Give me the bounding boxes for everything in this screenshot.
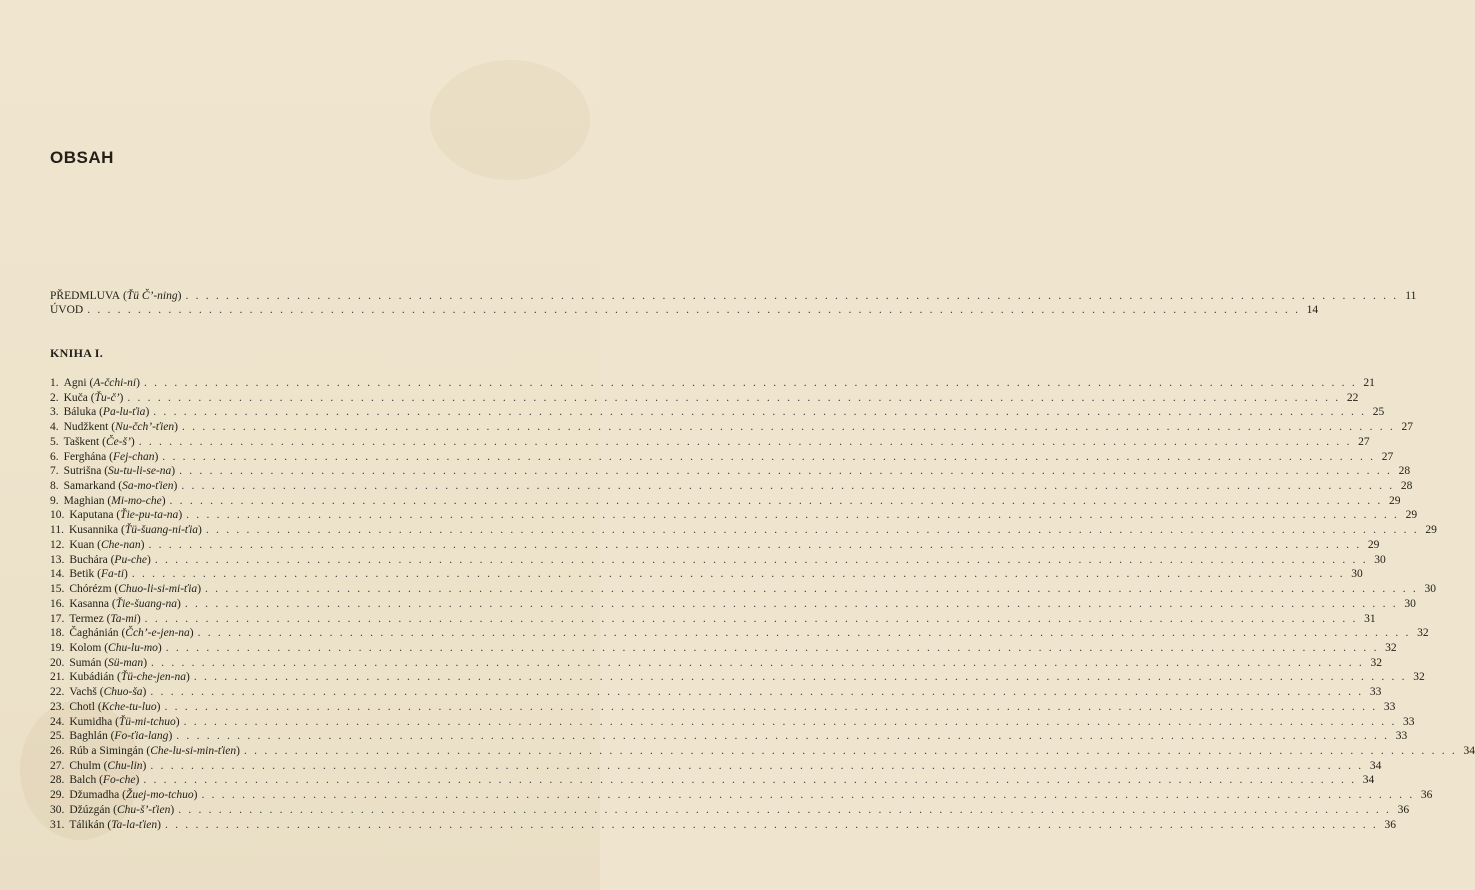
page-number: 28 [1400,480,1413,493]
entry-number: 15. [50,583,65,596]
entry-transcription: (Fa-ti) [94,568,128,581]
entry-transcription: (Ta-mi) [103,612,141,625]
entry-number: 6. [50,450,59,463]
entry-label: ÚVOD [50,304,84,316]
entry-transcription: (Nu-čch’-ťien) [108,421,179,434]
entry-number: 11. [50,524,64,537]
dot-leader: . . . . . . . . . . . . . . . . . . . . . . . . . . . . . . . . . . . . . . . . . . . . . . . . . . . . . . . . . . . . . . . . . . . . . . . . . . . . . . . . . . . . . . . . . . . . . . . . . . . . . . . . . . . . . . . . . . . . . . . . [138,435,1352,448]
entry-number: 26. [50,745,65,757]
dot-leader: . . . . . . . . . . . . . . . . . . . . . . . . . . . . . . . . . . . . . . . . . . . . . . . . . . . . . . . . . . . . . . . . . . . . . . . . . . . . . . . . . . . . . . . . . . . . . . . . . . . . . . . . . . . . . . . . . . . . . . . . [178,803,1392,816]
toc-front-entry[interactable] [50,303,1319,317]
page-number: 21 [1363,377,1375,389]
page-number: 30 [1404,597,1416,610]
toc-entry[interactable] [50,641,1397,656]
page-title: OBSAH [50,148,114,167]
toc-entry[interactable] [50,685,1382,700]
entry-transcription: (Če-š’) [99,435,135,448]
entry-transcription: (Chuo-ša) [96,686,147,699]
entry-transcription: (Ťu-č’) [87,391,124,404]
entry-transcription: (Ťü-šuang-ni-ťia) [118,524,202,537]
entry-transcription: (Ťie-šuang-na) [108,597,181,610]
entry-name: Kaputana [69,509,114,522]
entry-name: Kasanna [69,597,109,610]
toc-entry[interactable] [50,405,1385,420]
page-number: 32 [1370,656,1382,669]
toc-entry[interactable] [50,773,1375,788]
page-number: 34 [1362,774,1375,787]
toc-entry[interactable] [50,744,1475,759]
entry-number: 20. [50,656,65,669]
entry-name: Samarkand [63,480,116,493]
entry-number: 8. [50,480,59,493]
dot-leader: . . . . . . . . . . . . . . . . . . . . . . . . . . . . . . . . . . . . . . . . . . . . . . . . . . . . . . . . . . . . . . . . . . . . . . . . . . . . . . . . . . . . . . . . . . . . . . . . . . . . . . . . . . . . . . . . . . . . . . . . [182,421,1395,434]
entry-name: Buchára [69,553,108,566]
dot-leader: . . . . . . . . . . . . . . . . . . . . . . . . . . . . . . . . . . . . . . . . . . . . . . . . . . . . . . . . . . . . . . . . . . . . . . . . . . . . . . . . . . . . . . . . . . . . . . . . . . . . . . . . . . . . . . . . . . . . . . . . [148,538,1362,551]
toc-entry[interactable] [50,818,1396,833]
entry-name: Kuan [69,538,95,551]
dot-leader: . . . . . . . . . . . . . . . . . . . . . . . . . . . . . . . . . . . . . . . . . . . . . . . . . . . . . . . . . . . . . . . . . . . . . . . . . . . . . . . . . . . . . . . . . . . . . . . . . . . . . . . . . . . . . . . . . . . . . . . . [169,494,1383,507]
entry-name: Chulm [69,759,101,772]
dot-leader: . . . . . . . . . . . . . . . . . . . . . . . . . . . . . . . . . . . . . . . . . . . . . . . . . . . . . . . . . . . . . . . . . . . . . . . . . . . . . . . . . . . . . . . . . . . . . . . . . . . . . . . . . . . . . . . . . . . . . . . . [131,568,1345,581]
entry-number: 31. [50,818,65,831]
toc-entry[interactable] [50,582,1436,597]
entry-number: 9. [50,494,59,507]
entry-name: Vachš [69,686,97,699]
dot-leader: . . . . . . . . . . . . . . . . . . . . . . . . . . . . . . . . . . . . . . . . . . . . . . . . . . . . . . . . . . . . . . . . . . . . . . . . . . . . . . . . . . . . . . . . . . . . . . . . . . . . . . . . . . . . . . . . . . . . . . . . [165,818,1378,831]
entry-transcription: (Che-nan) [94,538,145,551]
page-number: 29 [1425,524,1437,537]
dot-leader: . . . . . . . . . . . . . . . . . . . . . . . . . . . . . . . . . . . . . . . . . . . . . . . . . . . . . . . . . . . . . . . . . . . . . . . . . . . . . . . . . . . . . . . . . . . . . . . . . . . . . . . . . . . . . . . . . . . . . . . . [197,627,1411,640]
toc-entry[interactable] [50,567,1363,582]
page-number: 34 [1463,745,1475,757]
entry-number: 30. [50,803,65,816]
dot-leader: . . . . . . . . . . . . . . . . . . . . . . . . . . . . . . . . . . . . . . . . . . . . . . . . . . . . . . . . . . . . . . . . . . . . . . . . . . . . . . . . . . . . . . . . . . . . . . . . . . . . . . . . . . . . . . . . . . . . . . . . [181,480,1395,493]
entry-number: 23. [50,700,65,713]
page-number: 11 [1405,290,1417,302]
dot-leader: . . . . . . . . . . . . . . . . . . . . . . . . . . . . . . . . . . . . . . . . . . . . . . . . . . . . . . . . . . . . . . . . . . . . . . . . . . . . . . . . . . . . . . . . . . . . . . . . . . . . . . . . . . . . . . . . . . . . . . . . [150,686,1364,699]
dot-leader: . . . . . . . . . . . . . . . . . . . . . . . . . . . . . . . . . . . . . . . . . . . . . . . . . . . . . . . . . . . . . . . . . . . . . . . . . . . . . . . . . . . . . . . . . . . . . . . . . . . . . . . . . . . . . . . . . . . . . . . . [244,745,1457,757]
page-number: 33 [1383,700,1396,713]
page-number: 30 [1424,583,1436,596]
entry-number: 7. [50,465,59,478]
entry-number: 28. [50,774,65,787]
dot-leader: . . . . . . . . . . . . . . . . . . . . . . . . . . . . . . . . . . . . . . . . . . . . . . . . . . . . . . . . . . . . . . . . . . . . . . . . . . . . . . . . . . . . . . . . . . . . . . . . . . . . . . . . . . . . . . . . . . . . . . . . [205,524,1419,537]
page-number: 25 [1372,406,1385,419]
page-number: 36 [1384,818,1396,831]
entry-number: 22. [50,686,65,699]
toc-entry[interactable] [50,803,1410,818]
dot-leader: . . . . . . . . . . . . . . . . . . . . . . . . . . . . . . . . . . . . . . . . . . . . . . . . . . . . . . . . . . . . . . . . . . . . . . . . . . . . . . . . . . . . . . . . . . . . . . . . . . . . . . . . . . . . . . . . . . . . . . . . [144,612,1358,625]
entry-transcription: (Čch’-e-jen-na) [118,627,194,640]
entry-transcription: (Kche-tu-luo) [94,700,161,713]
entry-transcription: (Pa-lu-ťia) [96,406,150,419]
toc-entry[interactable] [50,700,1396,715]
toc-entry[interactable] [50,612,1376,627]
dot-leader: . . . . . . . . . . . . . . . . . . . . . . . . . . . . . . . . . . . . . . . . . . . . . . . . . . . . . . . . . . . . . . . . . . . . . . . . . . . . . . . . . . . . . . . . . . . . . . . . . . . . . . . . . . . . . . . . . . . . . . . . [162,450,1376,463]
toc-entry[interactable] [50,729,1408,744]
toc-entry[interactable] [50,656,1382,671]
toc-entry[interactable] [50,479,1413,494]
entry-transcription: (Ťü-mi-tchuo) [112,715,180,728]
dot-leader: . . . . . . . . . . . . . . . . . . . . . . . . . . . . . . . . . . . . . . . . . . . . . . . . . . . . . . . . . . . . . . . . . . . . . . . . . . . . . . . . . . . . . . . . . . . . . . . . . . . . . . . . . . . . . . . . . . . . . . . . [184,597,1398,610]
dot-leader: . . . . . . . . . . . . . . . . . . . . . . . . . . . . . . . . . . . . . . . . . . . . . . . . . . . . . . . . . . . . . . . . . . . . . . . . . . . . . . . . . . . . . . . . . . . . . . . . . . . . . . . . . . . . . . . . . . . . . . . . [176,730,1390,743]
dot-leader: . . . . . . . . . . . . . . . . . . . . . . . . . . . . . . . . . . . . . . . . . . . . . . . . . . . . . . . . . . . . . . . . . . . . . . . . . . . . . . . . . . . . . . . . . . . . . . . . . . . . . . . . . . . . . . . . . . . . . . . . [165,641,1379,654]
entry-number: 1. [50,377,59,389]
entry-name: Chórézm [69,583,112,596]
entry-transcription: (Ta-la-ťien) [104,818,161,831]
toc-entry[interactable] [50,553,1386,568]
entry-transcription: (Ťie-pu-ta-na) [113,509,183,522]
page-number: 27 [1358,435,1370,448]
entry-name: Báluka [63,406,97,419]
entry-name: Kuča [63,391,88,404]
entry-transcription: (Sa-mo-ťien) [115,480,178,493]
toc-entry[interactable] [50,376,1375,391]
entry-number: 12. [50,538,65,551]
dot-leader: . . . . . . . . . . . . . . . . . . . . . . . . . . . . . . . . . . . . . . . . . . . . . . . . . . . . . . . . . . . . . . . . . . . . . . . . . . . . . . . . . . . . . . . . . . . . . . . . . . . . . . . . . . . . . . . . . . . . . . . . [151,656,1364,669]
entry-name: Betik [69,568,95,581]
entry-name: Kusannika [68,524,119,537]
entry-transcription: (Chuo-li-si-mi-ťia) [111,583,202,596]
entry-number: 3. [50,406,59,419]
toc-entry[interactable] [50,464,1411,479]
toc-entry[interactable] [50,538,1380,553]
page-number: 33 [1403,715,1415,728]
dot-leader: . . . . . . . . . . . . . . . . . . . . . . . . . . . . . . . . . . . . . . . . . . . . . . . . . . . . . . . . . . . . . . . . . . . . . . . . . . . . . . . . . . . . . . . . . . . . . . . . . . . . . . . . . . . . . . . . . . . . . . . . [153,406,1367,419]
entry-name: Ferghána [63,450,107,463]
entry-name: Kolom [69,641,102,654]
entry-transcription: (Fej-chan) [106,450,159,463]
dot-leader: . . . . . . . . . . . . . . . . . . . . . . . . . . . . . . . . . . . . . . . . . . . . . . . . . . . . . . . . . . . . . . . . . . . . . . . . . . . . . . . . . . . . . . . . . . . . . . . . . . . . . . . . . . . . . . . . . . . . . . . . [143,377,1357,389]
dot-leader: . . . . . . . . . . . . . . . . . . . . . . . . . . . . . . . . . . . . . . . . . . . . . . . . . . . . . . . . . . . . . . . . . . . . . . . . . . . . . . . . . . . . . . . . . . . . . . . . . . . . . . . . . . . . . . . . . . . . . . . . [201,789,1415,802]
page-number: 30 [1374,553,1386,566]
entry-number: 13. [50,553,65,566]
entry-name: Taškent [63,435,100,448]
entry-transcription: (A-čchi-ni) [86,377,140,389]
page-number: 34 [1369,759,1382,772]
page-number: 30 [1351,568,1363,581]
dot-leader: . . . . . . . . . . . . . . . . . . . . . . . . . . . . . . . . . . . . . . . . . . . . . . . . . . . . . . . . . . . . . . . . . . . . . . . . . . . . . . . . . . . . . . . . . . . . . . . . . . . . . . . . . . . . . . . . . . . . . . . . [179,465,1393,478]
dot-leader: . . . . . . . . . . . . . . . . . . . . . . . . . . . . . . . . . . . . . . . . . . . . . . . . . . . . . . . . . . . . . . . . . . . . . . . . . . . . . . . . . . . . . . . . . . . . . . . . . . . . . . . . . . . . . . . . . . . . . . . . [150,759,1364,772]
page-number: 29 [1367,538,1380,551]
entry-name: Baghlán [69,730,108,743]
entry-number: 4. [50,421,59,434]
toc-entry[interactable] [50,788,1433,803]
toc-entry[interactable] [50,494,1401,509]
entry-number: 16. [50,597,65,610]
page-number: 29 [1405,509,1418,522]
entry-number: 2. [50,391,59,404]
entry-name: Maghian [63,494,105,507]
toc-entry[interactable] [50,391,1359,406]
page-number: 29 [1388,494,1401,507]
entry-name: Chotl [69,700,95,713]
paper-stain [430,60,590,180]
entry-name: Džumadha [69,789,120,802]
entry-transcription: (Ťü Č’-ning) [120,290,182,302]
page-number: 14 [1306,304,1319,316]
dot-leader: . . . . . . . . . . . . . . . . . . . . . . . . . . . . . . . . . . . . . . . . . . . . . . . . . . . . . . . . . . . . . . . . . . . . . . . . . . . . . . . . . . . . . . . . . . . . . . . . . . . . . . . . . . . . . . . . . . . . . . . . [127,391,1341,404]
entry-name: Tálikán [69,818,105,831]
dot-leader: . . . . . . . . . . . . . . . . . . . . . . . . . . . . . . . . . . . . . . . . . . . . . . . . . . . . . . . . . . . . . . . . . . . . . . . . . . . . . . . . . . . . . . . . . . . . . . . . . . . . . . . . . . . . . . . . . . . . . . . . [186,509,1400,522]
entry-transcription: (Su-tu-li-se-na) [101,465,176,478]
toc-entry[interactable] [50,759,1382,774]
entry-transcription: (Chu-š’-ťien) [110,803,175,816]
dot-leader: . . . . . . . . . . . . . . . . . . . . . . . . . . . . . . . . . . . . . . . . . . . . . . . . . . . . . . . . . . . . . . . . . . . . . . . . . . . . . . . . . . . . . . . . . . . . . . . . . . . . . . . . . . . . . . . . . . . . . . . . [154,553,1368,566]
entry-transcription: (Ťü-che-jen-na) [114,671,190,684]
entry-transcription: (Pu-che) [107,553,151,566]
dot-leader: . . . . . . . . . . . . . . . . . . . . . . . . . . . . . . . . . . . . . . . . . . . . . . . . . . . . . . . . . . . . . . . . . . . . . . . . . . . . . . . . . . . . . . . . . . . . . . . . . . . . . . . . . . . . . . . . . . . . . . . . [193,671,1407,684]
page-number: 28 [1398,465,1411,478]
entry-number: 25. [50,730,65,743]
entry-name: Termez [69,612,104,625]
page-number: 27 [1381,450,1394,463]
dot-leader: . . . . . . . . . . . . . . . . . . . . . . . . . . . . . . . . . . . . . . . . . . . . . . . . . . . . . . . . . . . . . . . . . . . . . . . . . . . . . . . . . . . . . . . . . . . . . . . . . . . . . . . . . . . . . . . . . . . . . . . . [185,290,1399,302]
section-title: KNIHA I. [50,346,104,360]
entry-name: Sutrišna [63,465,102,478]
entry-number: 14. [50,568,65,581]
entry-name: Kumidha [69,715,113,728]
page-number: 36 [1420,789,1433,802]
entry-name: Nudžkent [63,421,109,434]
entry-transcription: (Žuej-mo-tchuo) [119,789,198,802]
toc-entry[interactable] [50,626,1429,641]
entry-number: 17. [50,612,65,625]
page-number: 32 [1413,671,1425,684]
toc-front-entry[interactable] [50,289,1417,303]
entry-number: 21. [50,671,65,684]
entry-number: 5. [50,435,59,448]
entry-name: Sumán [69,656,102,669]
entry-number: 24. [50,715,65,728]
entry-transcription: (Chu-lin) [100,759,147,772]
entry-name: Čaghánián [69,627,119,640]
page-number: 22 [1346,391,1359,404]
toc-entry[interactable] [50,670,1425,685]
toc-entry[interactable] [50,715,1415,730]
entry-name: Kubádián [69,671,115,684]
dot-leader: . . . . . . . . . . . . . . . . . . . . . . . . . . . . . . . . . . . . . . . . . . . . . . . . . . . . . . . . . . . . . . . . . . . . . . . . . . . . . . . . . . . . . . . . . . . . . . . . . . . . . . . . . . . . . . . . . . . . . . . . [205,583,1418,596]
entry-transcription: (Fo-che) [96,774,140,787]
page-number: 33 [1395,730,1408,743]
entry-transcription: (Sü-man) [101,656,148,669]
page-number: 33 [1369,686,1382,699]
page-number: 31 [1364,612,1376,625]
toc-entry[interactable] [50,508,1418,523]
toc-entry[interactable] [50,523,1437,538]
entry-label: PŘEDMLUVA [50,290,121,302]
toc-entry[interactable] [50,450,1394,465]
entry-transcription: (Mi-mo-che) [104,494,166,507]
toc-entry[interactable] [50,420,1413,435]
entry-transcription: (Chu-lu-mo) [101,641,162,654]
page-number: 32 [1417,627,1429,640]
entry-transcription: (Fo-ťia-lang) [107,730,173,743]
page-number: 36 [1397,803,1410,816]
dot-leader: . . . . . . . . . . . . . . . . . . . . . . . . . . . . . . . . . . . . . . . . . . . . . . . . . . . . . . . . . . . . . . . . . . . . . . . . . . . . . . . . . . . . . . . . . . . . . . . . . . . . . . . . . . . . . . . . . . . . . . . . [183,715,1397,728]
dot-leader: . . . . . . . . . . . . . . . . . . . . . . . . . . . . . . . . . . . . . . . . . . . . . . . . . . . . . . . . . . . . . . . . . . . . . . . . . . . . . . . . . . . . . . . . . . . . . . . . . . . . . . . . . . . . . . . . . . . . . . . . [143,774,1357,787]
dot-leader: . . . . . . . . . . . . . . . . . . . . . . . . . . . . . . . . . . . . . . . . . . . . . . . . . . . . . . . . . . . . . . . . . . . . . . . . . . . . . . . . . . . . . . . . . . . . . . . . . . . . . . . . . . . . . . . . . . . . . . . . [87,304,1301,316]
entry-name: Balch [69,774,97,787]
entry-number: 19. [50,641,65,654]
entry-number: 18. [50,627,65,640]
entry-name: Džúzgán [69,803,111,816]
entry-transcription: (Che-lu-si-min-ťien) [143,745,241,757]
toc-entry[interactable] [50,597,1416,612]
toc-entry[interactable] [50,435,1370,450]
dot-leader: . . . . . . . . . . . . . . . . . . . . . . . . . . . . . . . . . . . . . . . . . . . . . . . . . . . . . . . . . . . . . . . . . . . . . . . . . . . . . . . . . . . . . . . . . . . . . . . . . . . . . . . . . . . . . . . . . . . . . . . . [164,700,1378,713]
entry-number: 10. [50,509,65,522]
entry-name: Agni [63,377,87,389]
page-number: 27 [1401,421,1413,434]
page-number: 32 [1385,641,1397,654]
entry-number: 29. [50,789,65,802]
entry-number: 27. [50,759,65,772]
entry-name: Rúb a Simingán [69,745,144,757]
